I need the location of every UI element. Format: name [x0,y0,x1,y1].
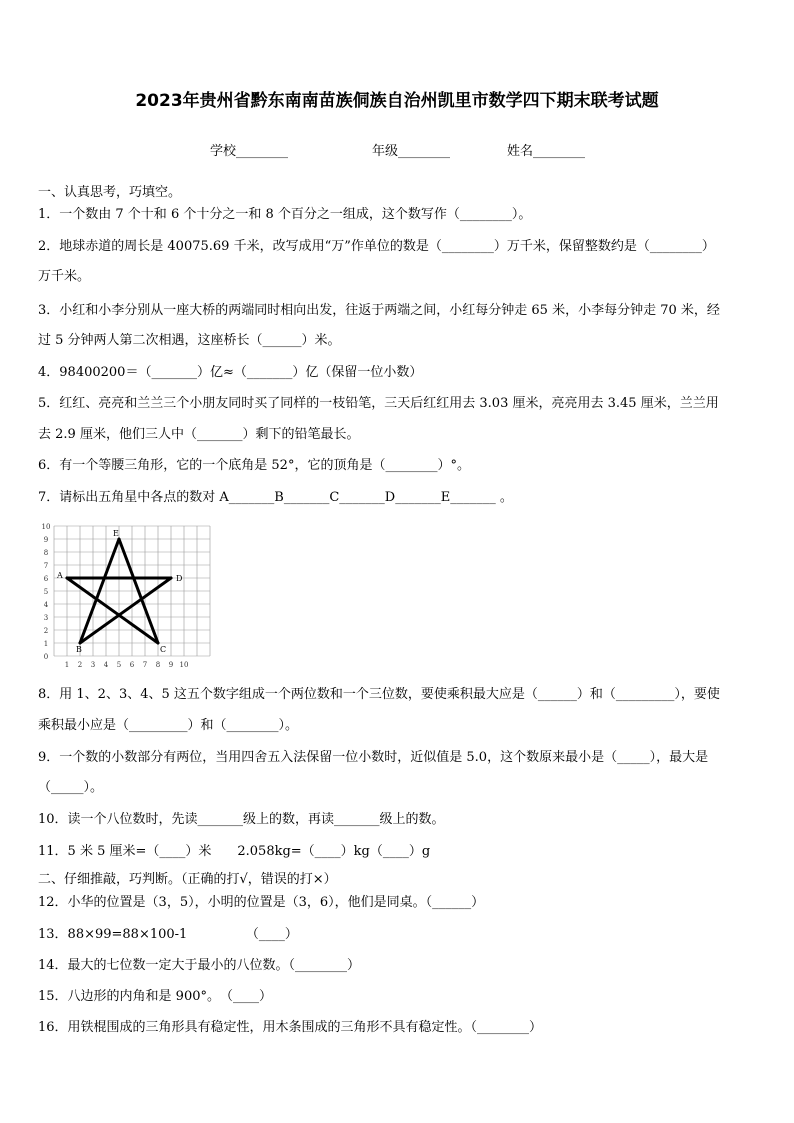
question-7: 7．请标出五角星中各点的数对 A_______B_______C_______D_______E_______ 。 [38,490,513,505]
section-heading-judge: 二、仔细推敲，巧判断。（正确的打√，错误的打×） [38,872,337,887]
y-tick-label: 7 [43,562,49,570]
x-tick-label: 6 [129,661,135,669]
name-field: 姓名________ [507,144,586,159]
question-10: 10．读一个八位数时，先读_______级上的数，再读_______级上的数。 [38,812,445,827]
question-9-line1: 9．一个数的小数部分有两位，当用四舍五入法保留一位小数时，近似值是 5.0，这个数原来最小是（_____），最大是 [38,750,709,765]
x-tick-label: 9 [168,661,174,669]
question-2-line1: 2．地球赤道的周长是 40075.69 千米，改写成用“万”作单位的数是（________）万千米，保留整数约是（________） [38,239,715,254]
grade-field: 年级________ [372,144,451,159]
y-tick-label: 9 [43,536,49,544]
question-8-line2: 乘积最小应是（_________）和（________）。 [38,718,299,733]
star-grid-svg [34,523,244,678]
question-14: 14．最大的七位数一定大于最小的八位数。（________） [38,958,361,973]
x-tick-label: 3 [90,661,96,669]
page-title: 2023年贵州省黔东南南苗族侗族自治州凯里市数学四下期末联考试题 [135,91,659,111]
question-15: 15．八边形的内角和是 900°。 （____） [38,989,272,1004]
point-label-B: B [76,645,82,654]
star-grid-figure [34,523,244,678]
question-2-line2: 万千米。 [38,269,91,284]
x-tick-label: 8 [155,661,161,669]
x-tick-label: 10 [179,661,189,669]
question-16: 16．用铁棍围成的三角形具有稳定性，用木条围成的三角形不具有稳定性。（________） [38,1020,543,1035]
x-tick-label: 1 [64,661,70,669]
y-tick-label: 10 [41,523,51,531]
y-tick-label: 1 [43,640,49,648]
question-5-line1: 5．红红、亮亮和兰兰三个小朋友同时买了同样的一枝铅笔，三天后红红用去 3.03 厘米，亮亮用去 3.45 厘米，兰兰用 [38,396,719,411]
question-9-line2: （_____）。 [38,780,104,795]
y-tick-label: 6 [43,575,49,583]
x-tick-label: 7 [142,661,148,669]
question-3-line1: 3．小红和小李分别从一座大桥的两端同时相向出发，往返于两端之间，小红每分钟走 65 米，小李每分钟走 70 米，经 [38,303,720,318]
question-12: 12．小华的位置是（3，5），小明的位置是（3，6），他们是同桌。（______） [38,895,485,910]
question-5-line2: 去 2.9 厘米，他们三人中（_______）剩下的铅笔最长。 [38,427,360,442]
y-tick-label: 5 [43,588,49,596]
point-label-D: D [176,574,183,583]
x-tick-label: 5 [116,661,122,669]
x-tick-label: 4 [103,661,109,669]
y-tick-label: 3 [43,614,49,622]
question-11: 11．5 米 5 厘米=（____）米 2.058kg=（____）kg（____）g [38,844,431,859]
y-tick-label: 2 [43,627,49,635]
point-label-A: A [57,571,63,580]
section-heading-fill: 一、认真思考，巧填空。 [38,185,182,200]
y-tick-label: 4 [43,601,49,609]
question-8-line1: 8．用 1、2、3、4、5 这五个数字组成一个两位数和一个三位数，要使乘积最大应是（______）和（_________），要使 [38,687,720,702]
question-13: 13．88×99=88×100-1 （____） [38,927,298,942]
question-4: 4．98400200＝（_______）亿≈（_______）亿（保留一位小数） [38,365,423,380]
school-field: 学校________ [210,144,289,159]
question-6: 6．有一个等腰三角形，它的一个底角是 52°，它的顶角是（________）°。 [38,458,470,473]
y-tick-label: 0 [43,653,49,661]
point-label-E: E [113,529,119,538]
question-3-line2: 过 5 分钟两人第二次相遇，这座桥长（______）米。 [38,333,341,348]
question-1: 1．一个数由 7 个十和 6 个十分之一和 8 个百分之一组成，这个数写作（________）。 [38,207,532,222]
x-tick-label: 2 [77,661,83,669]
point-label-C: C [160,645,167,654]
y-tick-label: 8 [43,549,49,557]
